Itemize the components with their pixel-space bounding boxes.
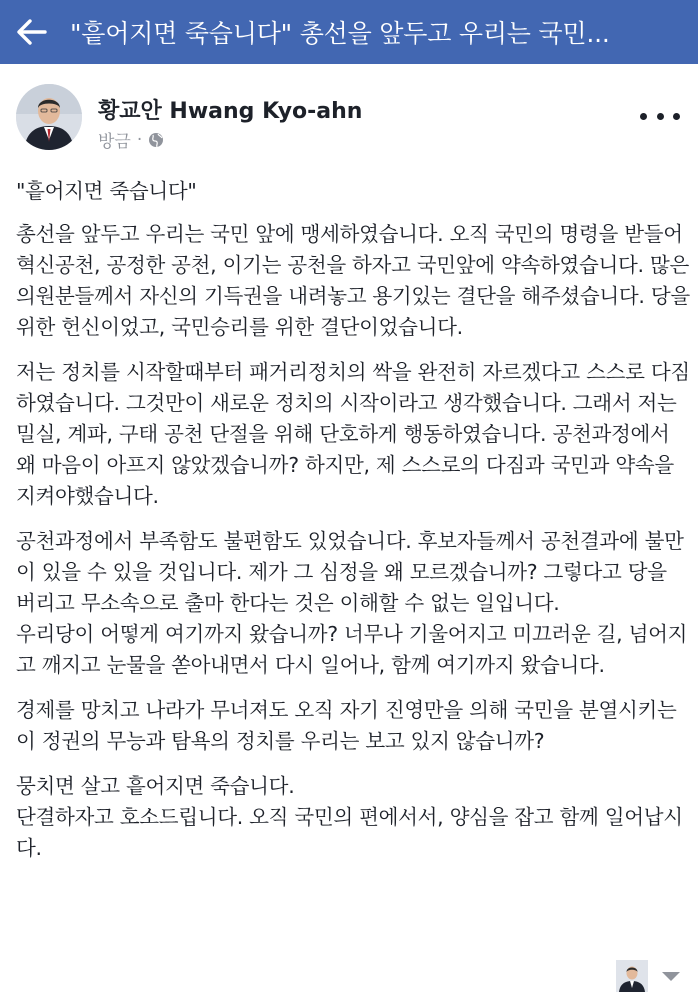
- author-avatar[interactable]: [16, 84, 82, 150]
- reaction-avatar[interactable]: [616, 960, 648, 992]
- post-paragraph: 경제를 망치고 나라가 무너져도 오직 자기 진영만을 의해 국민을 분열시키는 이 정권의 무능과 탐욕의 정치를 우리는 보고 있지 않습니까?: [16, 698, 677, 753]
- profile-thumbnail-icon: [616, 960, 648, 992]
- post-paragraph: "흩어지면 죽습니다": [16, 179, 197, 203]
- more-options-dot: [657, 113, 664, 120]
- post-paragraph: 저는 정치를 시작할때부터 패거리정치의 싹을 완전히 자르겠다고 스스로 다짐하였습니다. 그것만이 새로운 정치의 시작이라고 생각했습니다. 그래서 저는 밀실, 계파, 구태 공천 단절을 위해 단호하게 행동하였습니다. 공천과정에서 왜 마음이 아프지 않았겠습니까? 하지만, 제 스스로의 다짐과 국민과 약속을 지켜야했습니다.: [16, 360, 690, 508]
- caret-down-icon[interactable]: [662, 972, 680, 981]
- author-photo-icon: [16, 84, 82, 150]
- post-time[interactable]: 방금: [98, 132, 131, 152]
- back-button[interactable]: [0, 0, 64, 64]
- post-paragraph: 공천과정에서 부족함도 불편함도 있었습니다. 후보자들께서 공천결과에 불만이 있을 수 있을 것입니다. 제가 그 심정을 왜 모르겠습니까? 그렇다고 당을 버리고 무소속으로 출마 한다는 것은 이해할 수 없는 일입니다. 우리당이 어떻게 여기까지 왔습니까? 너무나 기울어지고 미끄러운 길, 넘어지고 깨지고 눈물을 쏟아내면서 다시 일어나, 함께 여기까지 왔습니다.: [16, 529, 688, 677]
- meta-separator: ·: [136, 129, 143, 150]
- page-title: "흩어지면 죽습니다" 총선을 앞두고 우리는 국민...: [70, 19, 610, 48]
- back-arrow-icon: [17, 19, 47, 45]
- post-card: [0, 64, 698, 998]
- post-header: [0, 64, 698, 160]
- globe-icon: [148, 132, 164, 148]
- post-meta: [98, 127, 164, 152]
- author-name[interactable]: 황교안 Hwang Kyo-ahn: [98, 99, 363, 124]
- post-paragraph: 총선을 앞두고 우리는 국민 앞에 맹세하였습니다. 오직 국민의 명령을 받들어 혁신공천, 공정한 공천, 이기는 공천을 하자고 국민앞에 약속하였습니다. 많은 의원분들께서 자신의 기득권을 내려놓고 용기있는 결단을 해주셨습니다. 당을 위한 헌신이었고, 국민승리를 위한 결단이었습니다.: [16, 222, 690, 339]
- more-options-button[interactable]: [640, 104, 680, 128]
- post-paragraph: 뭉치면 살고 흩어지면 죽습니다. 단결하자고 호소드립니다. 오직 국민의 편에서서, 양심을 잡고 함께 일어납시다.: [16, 774, 683, 860]
- more-options-dot: [640, 113, 647, 120]
- more-options-dot: [673, 113, 680, 120]
- post-text: [16, 176, 690, 878]
- post-footer: [616, 960, 680, 992]
- top-app-bar: [0, 0, 698, 64]
